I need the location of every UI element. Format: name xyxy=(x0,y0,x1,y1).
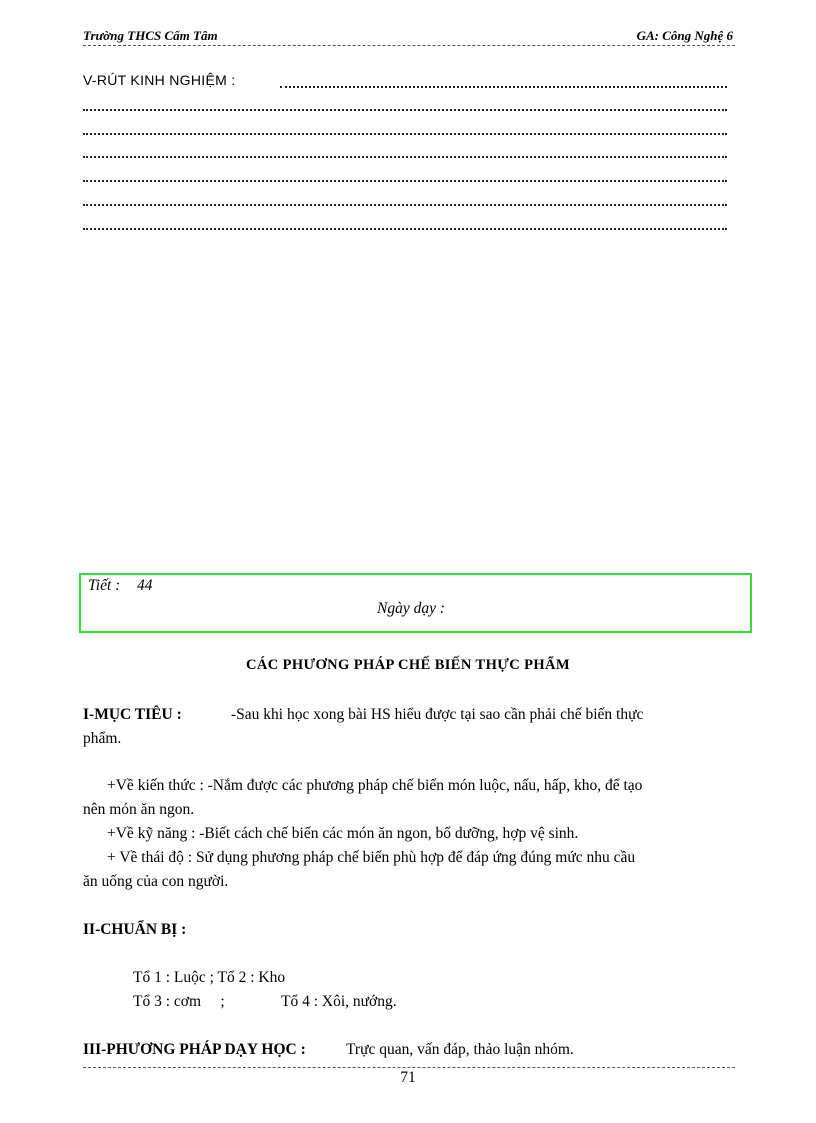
dotted-line xyxy=(83,133,727,135)
dotted-line xyxy=(83,204,727,206)
date-label: Ngày dạy : xyxy=(377,600,446,617)
header-subject: GA: Công Nghệ 6 xyxy=(636,28,733,43)
dotted-line xyxy=(83,156,727,158)
lesson-title: CÁC PHƯƠNG PHÁP CHẾ BIẾN THỰC PHẨM xyxy=(245,657,570,673)
methods-text: Trực quan, vấn đáp, thảo luận nhóm. xyxy=(346,1041,574,1058)
dotted-line xyxy=(83,180,727,182)
dotted-line xyxy=(280,86,727,88)
dotted-line xyxy=(83,109,727,111)
header-school: Trường THCS Cẩm Tâm xyxy=(83,28,218,43)
preparation-heading: II-CHUẨN BỊ : xyxy=(83,921,187,938)
knowledge-line: +Về kiến thức : -Nắm được các phương pháp chế biến món luộc, nấu, hấp, kho, để tạo xyxy=(107,777,643,794)
knowledge-line-cont: nên món ăn ngon. xyxy=(83,801,195,818)
objectives-heading: I-MỤC TIÊU : xyxy=(83,706,182,723)
page-number: 71 xyxy=(400,1069,416,1086)
skills-line: +Về kỹ năng : -Biết cách chế biến các món ăn ngon, bổ dưỡng, hợp vệ sinh. xyxy=(107,825,579,842)
footer-divider xyxy=(83,1067,735,1068)
period-label: Tiết : xyxy=(88,577,121,594)
preparation-group-4: Tổ 4 : Xôi, nướng. xyxy=(281,993,397,1010)
objectives-intro-cont: phẩm. xyxy=(83,730,122,747)
preparation-groups-1-2: Tổ 1 : Luộc ; Tổ 2 : Kho xyxy=(133,969,286,986)
period-value: 44 xyxy=(137,577,153,594)
attitude-line: + Về thái độ : Sử dụng phương pháp chế biến phù hợp để đáp ứng đúng mức nhu cầu xyxy=(107,849,636,866)
reflection-label: V-RÚT KINH NGHIỆM : xyxy=(83,72,236,88)
dotted-line xyxy=(83,228,727,230)
preparation-group-3: Tổ 3 : cơm ; xyxy=(133,993,225,1010)
header-divider xyxy=(83,45,735,46)
objectives-intro: -Sau khi học xong bài HS hiểu được tại sao cần phải chế biến thực xyxy=(231,706,644,723)
methods-heading: III-PHƯƠNG PHÁP DẠY HỌC : xyxy=(83,1041,306,1058)
attitude-line-cont: ăn uống của con người. xyxy=(83,873,229,890)
